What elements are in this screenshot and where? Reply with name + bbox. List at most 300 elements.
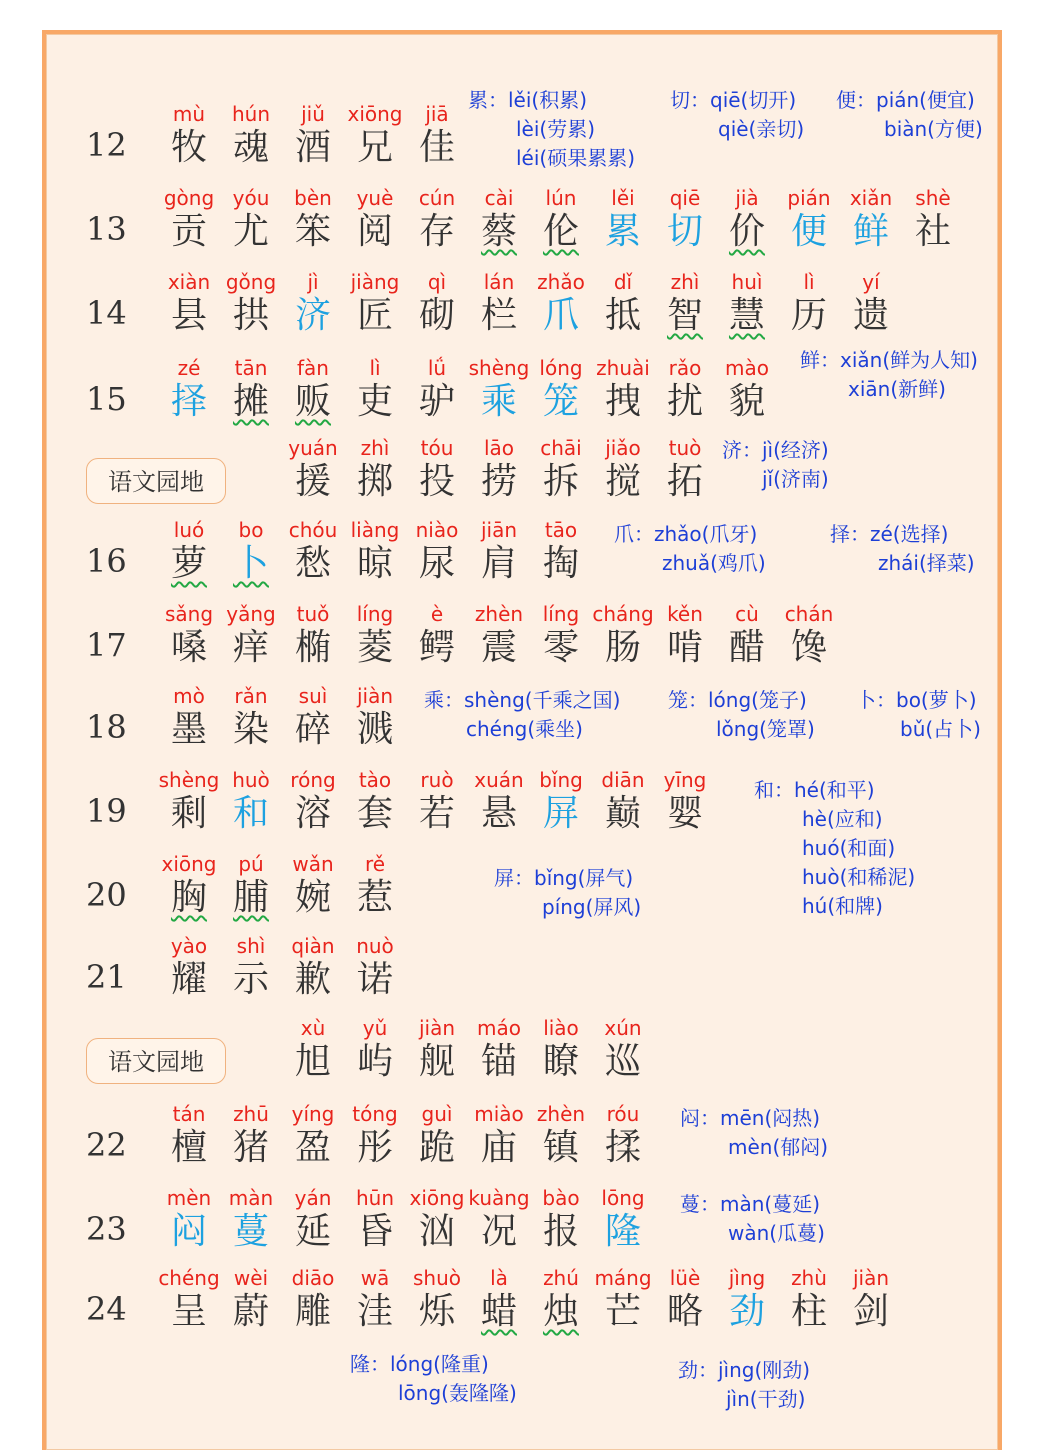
pinyin: jì — [307, 270, 319, 294]
pinyin: cháng — [592, 602, 654, 626]
pinyin: zé — [177, 356, 201, 380]
pinyin: tān — [234, 356, 268, 380]
character-cell — [158, 184, 220, 258]
character-cell — [406, 1100, 468, 1174]
note-ji: 济：jì(经济) jǐ(济南) — [722, 438, 829, 491]
pinyin: kěn — [667, 602, 703, 626]
character-cell — [220, 1184, 282, 1258]
character-cell — [468, 600, 530, 674]
hanzi: 盈 — [294, 1127, 331, 1168]
hanzi: 零 — [542, 627, 579, 668]
hanzi: 蔚 — [232, 1291, 269, 1332]
pinyin: zhù — [791, 1266, 827, 1290]
hanzi: 存 — [418, 211, 455, 252]
hanzi: 吏 — [356, 381, 393, 422]
pinyin: xiōng — [409, 1186, 465, 1210]
hanzi: 和 — [232, 793, 269, 834]
pinyin: zhuài — [596, 356, 650, 380]
pinyin: ruò — [420, 768, 454, 792]
character-cell — [158, 268, 220, 342]
character-cell — [344, 100, 406, 174]
pinyin: wā — [360, 1266, 390, 1290]
hanzi: 柱 — [790, 1291, 827, 1332]
character-cell — [406, 1184, 468, 1258]
character-cell — [282, 1014, 344, 1088]
pinyin: liào — [543, 1016, 579, 1040]
pinyin: zhì — [670, 270, 700, 294]
character-cell — [406, 766, 468, 840]
hanzi: 切 — [666, 211, 703, 252]
pinyin: xiōng — [161, 852, 217, 876]
hanzi: 屏 — [542, 793, 579, 834]
pinyin: pián — [787, 186, 831, 210]
pinyin: yí — [862, 270, 880, 294]
hanzi: 彤 — [356, 1127, 393, 1168]
pinyin: diāo — [291, 1266, 335, 1290]
hanzi: 溶 — [294, 793, 331, 834]
hanzi: 猪 — [232, 1127, 269, 1168]
hanzi: 震 — [480, 627, 517, 668]
character-cell — [530, 1100, 592, 1174]
pinyin: xiōng — [347, 102, 403, 126]
hanzi: 蔓 — [232, 1211, 269, 1252]
lesson-number: 16 — [86, 542, 127, 580]
character-cell — [654, 268, 716, 342]
hanzi: 拆 — [542, 461, 579, 502]
hanzi: 檀 — [170, 1127, 207, 1168]
hanzi: 芒 — [604, 1291, 641, 1332]
character-cell — [716, 1264, 778, 1338]
character-cell — [344, 932, 406, 1006]
pinyin: tóng — [352, 1102, 398, 1126]
character-cell — [468, 1100, 530, 1174]
character-cell — [406, 268, 468, 342]
pinyin: tuò — [668, 436, 702, 460]
character-cell — [282, 1264, 344, 1338]
hanzi: 驴 — [418, 381, 455, 422]
hanzi: 嗓 — [170, 627, 207, 668]
hanzi: 染 — [232, 709, 269, 750]
character-cell — [654, 766, 716, 840]
lesson-number: 17 — [86, 626, 127, 664]
character-cell — [158, 766, 220, 840]
pinyin: lán — [483, 270, 515, 294]
character-cell — [530, 268, 592, 342]
character-cell — [406, 516, 468, 590]
character-cell — [530, 184, 592, 258]
note-xian: 鲜：xiǎn(鲜为人知) xiān(新鲜) — [800, 348, 978, 401]
pinyin: chéng — [158, 1266, 220, 1290]
character-cell — [468, 434, 530, 508]
pinyin: yào — [170, 934, 208, 958]
pinyin: yán — [294, 1186, 332, 1210]
character-cell — [344, 184, 406, 258]
hanzi: 闷 — [170, 1211, 207, 1252]
pinyin: mào — [725, 356, 769, 380]
hanzi: 汹 — [418, 1211, 455, 1252]
pinyin: fàn — [297, 356, 329, 380]
character-cell — [158, 1100, 220, 1174]
character-cell — [592, 766, 654, 840]
character-cell — [344, 1100, 406, 1174]
pinyin: lōng — [601, 1186, 645, 1210]
character-cell — [344, 600, 406, 674]
pinyin: sǎng — [164, 602, 214, 626]
hanzi: 巡 — [604, 1041, 641, 1082]
character-cell — [406, 100, 468, 174]
lesson-number: 20 — [86, 876, 127, 914]
note-men: 闷：mēn(闷热) mèn(郁闷) — [680, 1106, 829, 1159]
lesson-number: 19 — [86, 792, 127, 830]
lesson-number: 24 — [86, 1290, 127, 1328]
character-cell — [530, 354, 592, 428]
hanzi: 笨 — [294, 211, 331, 252]
hanzi: 便 — [790, 211, 827, 252]
pinyin: niào — [415, 518, 459, 542]
hanzi: 旭 — [294, 1041, 331, 1082]
pinyin: jiàn — [356, 684, 394, 708]
pinyin: bǐng — [539, 768, 583, 792]
hanzi: 拓 — [666, 461, 703, 502]
character-cell — [282, 1100, 344, 1174]
pinyin: màn — [228, 1186, 274, 1210]
note-long2: 隆：lóng(隆重) lōng(轰隆隆) — [350, 1352, 517, 1405]
pinyin: qiē — [669, 186, 701, 210]
character-cell — [220, 850, 282, 924]
pinyin: liàng — [350, 518, 400, 542]
character-cell — [530, 516, 592, 590]
hanzi: 掷 — [356, 461, 393, 502]
character-cell — [840, 268, 902, 342]
pinyin: jiǎo — [605, 436, 641, 460]
hanzi: 示 — [232, 959, 269, 1000]
character-cell — [592, 600, 654, 674]
character-cell — [220, 1100, 282, 1174]
pinyin: kuàng — [468, 1186, 530, 1210]
pinyin: qiàn — [291, 934, 335, 958]
hanzi: 摊 — [232, 381, 269, 422]
hanzi: 抵 — [604, 295, 641, 336]
pinyin: bèn — [294, 186, 332, 210]
pinyin: mù — [172, 102, 206, 126]
pinyin: yíng — [291, 1102, 335, 1126]
character-cell — [220, 100, 282, 174]
hanzi: 馋 — [790, 627, 827, 668]
hanzi: 溅 — [356, 709, 393, 750]
pinyin: yuán — [288, 436, 338, 460]
character-cell — [468, 184, 530, 258]
character-cell — [282, 268, 344, 342]
hanzi: 舰 — [418, 1041, 455, 1082]
hanzi: 蜡 — [480, 1291, 517, 1332]
character-cell — [406, 1014, 468, 1088]
character-cell — [406, 600, 468, 674]
hanzi: 匠 — [356, 295, 393, 336]
character-cell — [158, 932, 220, 1006]
hanzi: 剑 — [852, 1291, 889, 1332]
pinyin: lāo — [483, 436, 515, 460]
pinyin: lì — [803, 270, 815, 294]
pinyin: tuǒ — [296, 602, 330, 626]
character-cell — [282, 850, 344, 924]
hanzi: 乘 — [480, 381, 517, 422]
character-cell — [530, 1264, 592, 1338]
hanzi: 悬 — [480, 793, 517, 834]
pinyin: yǎng — [226, 602, 276, 626]
character-cell — [654, 354, 716, 428]
pinyin: shè — [915, 186, 951, 210]
hanzi: 贩 — [294, 381, 331, 422]
character-cell — [282, 932, 344, 1006]
character-cell — [468, 1014, 530, 1088]
hanzi: 菱 — [356, 627, 393, 668]
pinyin: shì — [236, 934, 266, 958]
hanzi: 脯 — [232, 877, 269, 918]
pinyin: lì — [369, 356, 381, 380]
pinyin: líng — [542, 602, 580, 626]
pinyin: zhǎo — [537, 270, 585, 294]
note-he: 和：hé(和平) hè(应和) huó(和面) huò(和稀泥) hú(和牌) — [754, 778, 916, 918]
character-cell — [592, 1100, 654, 1174]
pinyin: róng — [290, 768, 336, 792]
pinyin: cài — [484, 186, 514, 210]
pinyin: yuè — [356, 186, 394, 210]
character-cell — [654, 1264, 716, 1338]
hanzi: 砌 — [418, 295, 455, 336]
hanzi: 惹 — [356, 877, 393, 918]
pinyin: xù — [300, 1016, 326, 1040]
pinyin: huì — [731, 270, 763, 294]
hanzi: 延 — [294, 1211, 331, 1252]
pinyin: shèng — [468, 356, 530, 380]
pinyin: líng — [356, 602, 394, 626]
pinyin: xún — [604, 1016, 642, 1040]
hanzi: 栏 — [480, 295, 517, 336]
pinyin: jiā — [425, 102, 449, 126]
hanzi: 婴 — [666, 793, 703, 834]
hanzi: 痒 — [232, 627, 269, 668]
pinyin: mèn — [166, 1186, 212, 1210]
character-cell — [344, 850, 406, 924]
hanzi: 屿 — [356, 1041, 393, 1082]
pinyin: róu — [606, 1102, 640, 1126]
yuwen-yuandi-badge: 语文园地 — [86, 458, 226, 504]
character-cell — [778, 184, 840, 258]
hanzi: 智 — [666, 295, 703, 336]
character-cell — [530, 434, 592, 508]
pinyin: tào — [358, 768, 392, 792]
lesson-number: 14 — [86, 294, 127, 332]
hanzi: 拱 — [232, 295, 269, 336]
hanzi: 鲜 — [852, 211, 889, 252]
character-cell — [840, 184, 902, 258]
hanzi: 剩 — [170, 793, 207, 834]
character-cell — [778, 600, 840, 674]
character-cell — [716, 184, 778, 258]
hanzi: 笼 — [542, 381, 579, 422]
note-zhao: 爪：zhǎo(爪牙) zhuǎ(鸡爪) — [614, 522, 766, 575]
lesson-number: 23 — [86, 1210, 127, 1248]
character-cell — [406, 1264, 468, 1338]
character-cell — [344, 1014, 406, 1088]
hanzi: 耀 — [170, 959, 207, 1000]
hanzi: 锚 — [480, 1041, 517, 1082]
hanzi: 镇 — [542, 1127, 579, 1168]
character-cell — [220, 682, 282, 756]
pinyin: shuò — [412, 1266, 461, 1290]
character-cell — [220, 600, 282, 674]
pinyin: yǔ — [362, 1016, 388, 1040]
table-row — [0, 600, 1062, 670]
hanzi: 雕 — [294, 1291, 331, 1332]
pinyin: zhú — [543, 1266, 579, 1290]
pinyin: máo — [477, 1016, 521, 1040]
pinyin: rǎo — [668, 356, 702, 380]
hanzi: 庙 — [480, 1127, 517, 1168]
character-cell — [344, 434, 406, 508]
hanzi: 烛 — [542, 1291, 579, 1332]
hanzi: 瞭 — [542, 1041, 579, 1082]
hanzi: 掏 — [542, 543, 579, 584]
character-cell — [344, 1184, 406, 1258]
pinyin: cún — [418, 186, 456, 210]
character-cell — [282, 516, 344, 590]
pinyin: suì — [298, 684, 328, 708]
character-cell — [654, 184, 716, 258]
table-row — [0, 1264, 1062, 1334]
hanzi: 捞 — [480, 461, 517, 502]
pinyin: gǒng — [225, 270, 277, 294]
pinyin: cù — [735, 602, 759, 626]
hanzi: 呈 — [170, 1291, 207, 1332]
character-cell — [220, 354, 282, 428]
pinyin: miào — [474, 1102, 524, 1126]
pinyin: jiàn — [418, 1016, 456, 1040]
pinyin: yóu — [232, 186, 270, 210]
hanzi: 套 — [356, 793, 393, 834]
pinyin: chán — [784, 602, 834, 626]
hanzi: 牧 — [170, 127, 207, 168]
hanzi: 略 — [666, 1291, 703, 1332]
note-qie: 切：qiē(切开) qiè(亲切) — [670, 88, 805, 141]
pinyin: zhèn — [474, 602, 524, 626]
pinyin: bào — [542, 1186, 580, 1210]
character-cell — [220, 1264, 282, 1338]
pinyin: bo — [238, 518, 264, 542]
character-cell — [716, 354, 778, 428]
pinyin: wǎn — [292, 852, 334, 876]
character-cell — [344, 682, 406, 756]
pinyin: tāo — [544, 518, 578, 542]
character-cell — [468, 1264, 530, 1338]
hanzi: 椭 — [294, 627, 331, 668]
character-cell — [592, 1014, 654, 1088]
character-cell — [592, 354, 654, 428]
note-ze: 择：zé(选择) zhái(择菜) — [830, 522, 975, 575]
pinyin: dǐ — [613, 270, 633, 294]
hanzi: 胸 — [170, 877, 207, 918]
character-cell — [282, 184, 344, 258]
hanzi: 隆 — [604, 1211, 641, 1252]
hanzi: 若 — [418, 793, 455, 834]
lesson-number: 21 — [86, 958, 127, 996]
pinyin: jiān — [480, 518, 518, 542]
character-cell — [468, 1184, 530, 1258]
character-cell — [468, 766, 530, 840]
character-cell — [530, 600, 592, 674]
pinyin: xiàn — [167, 270, 211, 294]
table-row — [0, 268, 1062, 338]
pinyin: chóu — [288, 518, 338, 542]
hanzi: 诺 — [356, 959, 393, 1000]
hanzi: 貌 — [728, 381, 765, 422]
character-cell — [902, 184, 964, 258]
pinyin: guì — [421, 1102, 453, 1126]
character-cell — [158, 850, 220, 924]
note-long: 笼：lóng(笼子) lǒng(笼罩) — [668, 688, 815, 741]
hanzi: 爪 — [542, 295, 579, 336]
character-cell — [158, 600, 220, 674]
pinyin: zhū — [233, 1102, 269, 1126]
lesson-number: 12 — [86, 126, 127, 164]
lesson-number: 15 — [86, 380, 127, 418]
character-cell — [592, 268, 654, 342]
hanzi: 昏 — [356, 1211, 393, 1252]
pinyin: jiàng — [350, 270, 400, 294]
pinyin: qì — [427, 270, 447, 294]
character-cell — [158, 100, 220, 174]
pinyin: hūn — [355, 1186, 395, 1210]
pinyin: lǘ — [427, 356, 447, 380]
character-cell — [282, 600, 344, 674]
character-cell — [778, 268, 840, 342]
hanzi: 跪 — [418, 1127, 455, 1168]
pinyin: shèng — [158, 768, 220, 792]
note-sheng: 乘：shèng(千乘之国) chéng(乘坐) — [424, 688, 621, 741]
character-cell — [344, 1264, 406, 1338]
hanzi: 晾 — [356, 543, 393, 584]
pinyin: è — [430, 602, 444, 626]
character-cell — [158, 682, 220, 756]
hanzi: 墨 — [170, 709, 207, 750]
character-cell — [282, 1184, 344, 1258]
hanzi: 县 — [170, 295, 207, 336]
hanzi: 尿 — [418, 543, 455, 584]
hanzi: 搅 — [604, 461, 641, 502]
hanzi: 魂 — [232, 127, 269, 168]
hanzi: 萝 — [170, 543, 207, 584]
hanzi: 歉 — [294, 959, 331, 1000]
character-cell — [592, 184, 654, 258]
character-cell — [592, 1264, 654, 1338]
pinyin: xiǎn — [849, 186, 893, 210]
hanzi: 碎 — [294, 709, 331, 750]
pinyin: huò — [232, 768, 270, 792]
pinyin: zhì — [360, 436, 390, 460]
pinyin: chāi — [540, 436, 582, 460]
yuwen-yuandi-badge: 语文园地 — [86, 1038, 226, 1084]
character-cell — [468, 516, 530, 590]
hanzi: 累 — [604, 211, 641, 252]
character-cell — [592, 1184, 654, 1258]
hanzi: 价 — [728, 211, 765, 252]
character-cell — [840, 1264, 902, 1338]
character-cell — [468, 354, 530, 428]
hanzi: 尤 — [232, 211, 269, 252]
pinyin: jìng — [728, 1266, 766, 1290]
pinyin: rě — [364, 852, 386, 876]
character-cell — [158, 516, 220, 590]
